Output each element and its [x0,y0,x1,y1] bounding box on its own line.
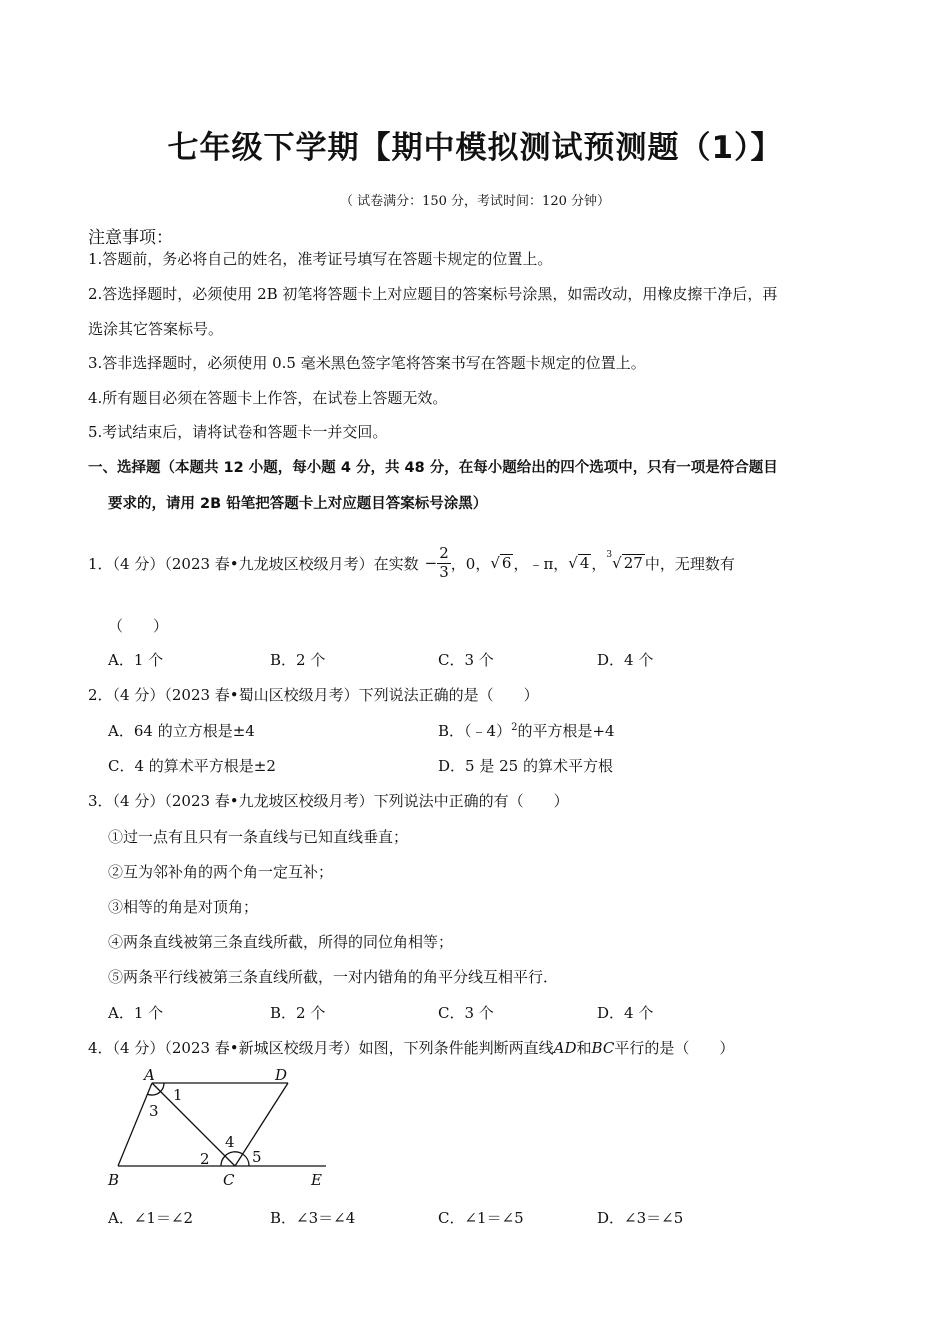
q1-option-a: A．1 个 [108,651,164,669]
q1-rad3: 27 [623,554,643,573]
question-3-stem: 3．（4 分）（2023 春•九龙坡区校级月考）下列说法中正确的有（ ） [88,792,569,810]
q2-option-b [438,720,615,741]
q1-option-b: B．2 个 [270,651,326,669]
q4-stem-pre: 4．（4 分）（2023 春•新城区校级月考）如图，下列条件能判断两直线 [88,1039,554,1057]
q1-sep1: ，0， [450,554,491,573]
q1-cube-index: 3 [606,550,613,560]
q3-option-a: A．1 个 [108,1004,164,1022]
page-title: 七年级下学期【期中模拟测试预测题（1）】 [167,130,783,166]
question-1-stem [88,528,735,598]
line-ab [118,1083,152,1166]
angle-label-1: 1 [173,1086,183,1104]
notice-item-2b: 选涂其它答案标号。 [88,320,224,338]
point-a: A [144,1066,155,1084]
q1-suffix: 中，无理数有 [644,554,735,573]
angle-label-2: 2 [200,1150,210,1168]
q1-frac-den: 3 [439,562,449,581]
q4-geometry-figure [100,1062,340,1192]
q2-optb-sup: 2 [511,722,518,733]
q1-sqrt-sign-2: √ [568,554,578,572]
q1-prefix: 1．（4 分）（2023 春•九龙坡区校级月考）在实数 [88,554,419,573]
q1-neg-sign: − [424,554,438,572]
q1-option-d: D．4 个 [597,651,654,669]
q1-sep3: ， [591,554,607,573]
q2-option-c: C．4 的算术平方根是±2 [108,757,276,775]
arc-angle-3 [147,1092,161,1096]
point-d: D [275,1066,288,1084]
point-b: B [108,1171,120,1189]
q3-option-d: D．4 个 [597,1004,654,1022]
q4-option-d: D．∠3＝∠5 [597,1209,684,1227]
q1-answer-paren: （ ） [108,617,169,635]
q2-optb-post: 的平方根是+4 [517,722,615,740]
arc-angle-2 [221,1156,225,1166]
q4-option-a: A．∠1＝∠2 [108,1209,194,1227]
q2-optb-pre: B．（﹣4） [438,722,512,740]
q4-option-c: C．∠1＝∠5 [438,1209,524,1227]
section-heading-line2: 要求的，请用 2B 铅笔把答题卡上对应题目答案标号涂黑） [108,496,488,512]
q3-statement-5: ⑤两条平行线被第三条直线所截，一对内错角的角平分线互相平行． [108,968,559,986]
q4-line-bc: BC [591,1039,615,1057]
angle-label-3: 3 [149,1102,159,1120]
q3-statement-4: ④两条直线被第三条直线所截，所得的同位角相等； [108,933,454,951]
q1-rad1: 6 [501,554,512,573]
q4-line-ad: AD [553,1039,577,1057]
q2-option-d: D．5 是 25 的算术平方根 [438,757,613,775]
q1-frac-num: 2 [439,544,449,563]
angle-label-5: 5 [252,1148,262,1166]
q3-statement-2: ②互为邻补角的两个角一定互补； [108,863,334,881]
section-heading-line1: 一、选择题（本题共 12 小题，每小题 4 分，共 48 分，在每小题给出的四个选项中，只有一项是符合题目 [88,460,778,476]
q1-fraction [437,545,451,581]
q3-statement-3: ③相等的角是对顶角； [108,898,259,916]
angle-label-4: 4 [225,1133,235,1151]
q1-option-c: C．3 个 [438,651,494,669]
arc-angle-4 [225,1152,243,1156]
notice-heading: 注意事项： [88,228,173,248]
q4-option-b: B．∠3＝∠4 [270,1209,356,1227]
point-c: C [223,1171,235,1189]
q2-option-a: A．64 的立方根是±4 [108,722,255,740]
q1-sqrt-sign-3: √ [612,554,622,572]
notice-item-4: 4.所有题目必须在答题卡上作答，在试卷上答题无效。 [88,389,448,407]
point-e: E [311,1171,322,1189]
notice-item-5: 5.考试结束后，请将试卷和答题卡一并交回。 [88,423,388,441]
line-ac [152,1083,235,1166]
q3-option-c: C．3 个 [438,1004,494,1022]
q3-option-b: B．2 个 [270,1004,326,1022]
q3-statement-1: ①过一点有且只有一条直线与已知直线垂直； [108,828,409,846]
q1-sqrt-sign: √ [490,554,500,572]
q1-rad2: 4 [579,554,590,573]
question-4-stem [88,1037,734,1058]
q4-and: 和 [576,1039,592,1057]
notice-item-3: 3.答非选择题时，必须使用 0.5 毫米黑色签字笔将答案书写在答题卡规定的位置上。 [88,354,646,372]
q4-stem-post: 平行的是（ ） [614,1039,735,1057]
question-2-stem: 2．（4 分）（2023 春•蜀山区校级月考）下列说法正确的是（ ） [88,686,539,704]
arc-angle-5 [243,1154,250,1166]
arc-angle-1 [161,1083,165,1092]
notice-item-2a: 2.答选择题时，必须使用 2B 初笔将答题卡上对应题目的答案标号涂黑，如需改动，用橡皮擦干净后，再 [88,285,778,303]
exam-info: （ 试卷满分：150 分，考试时间：120 分钟） [339,194,611,209]
notice-item-1: 1.答题前，务必将自己的姓名，准考证号填写在答题卡规定的位置上。 [88,250,553,268]
q1-sep2: ，﹣π， [513,554,569,573]
